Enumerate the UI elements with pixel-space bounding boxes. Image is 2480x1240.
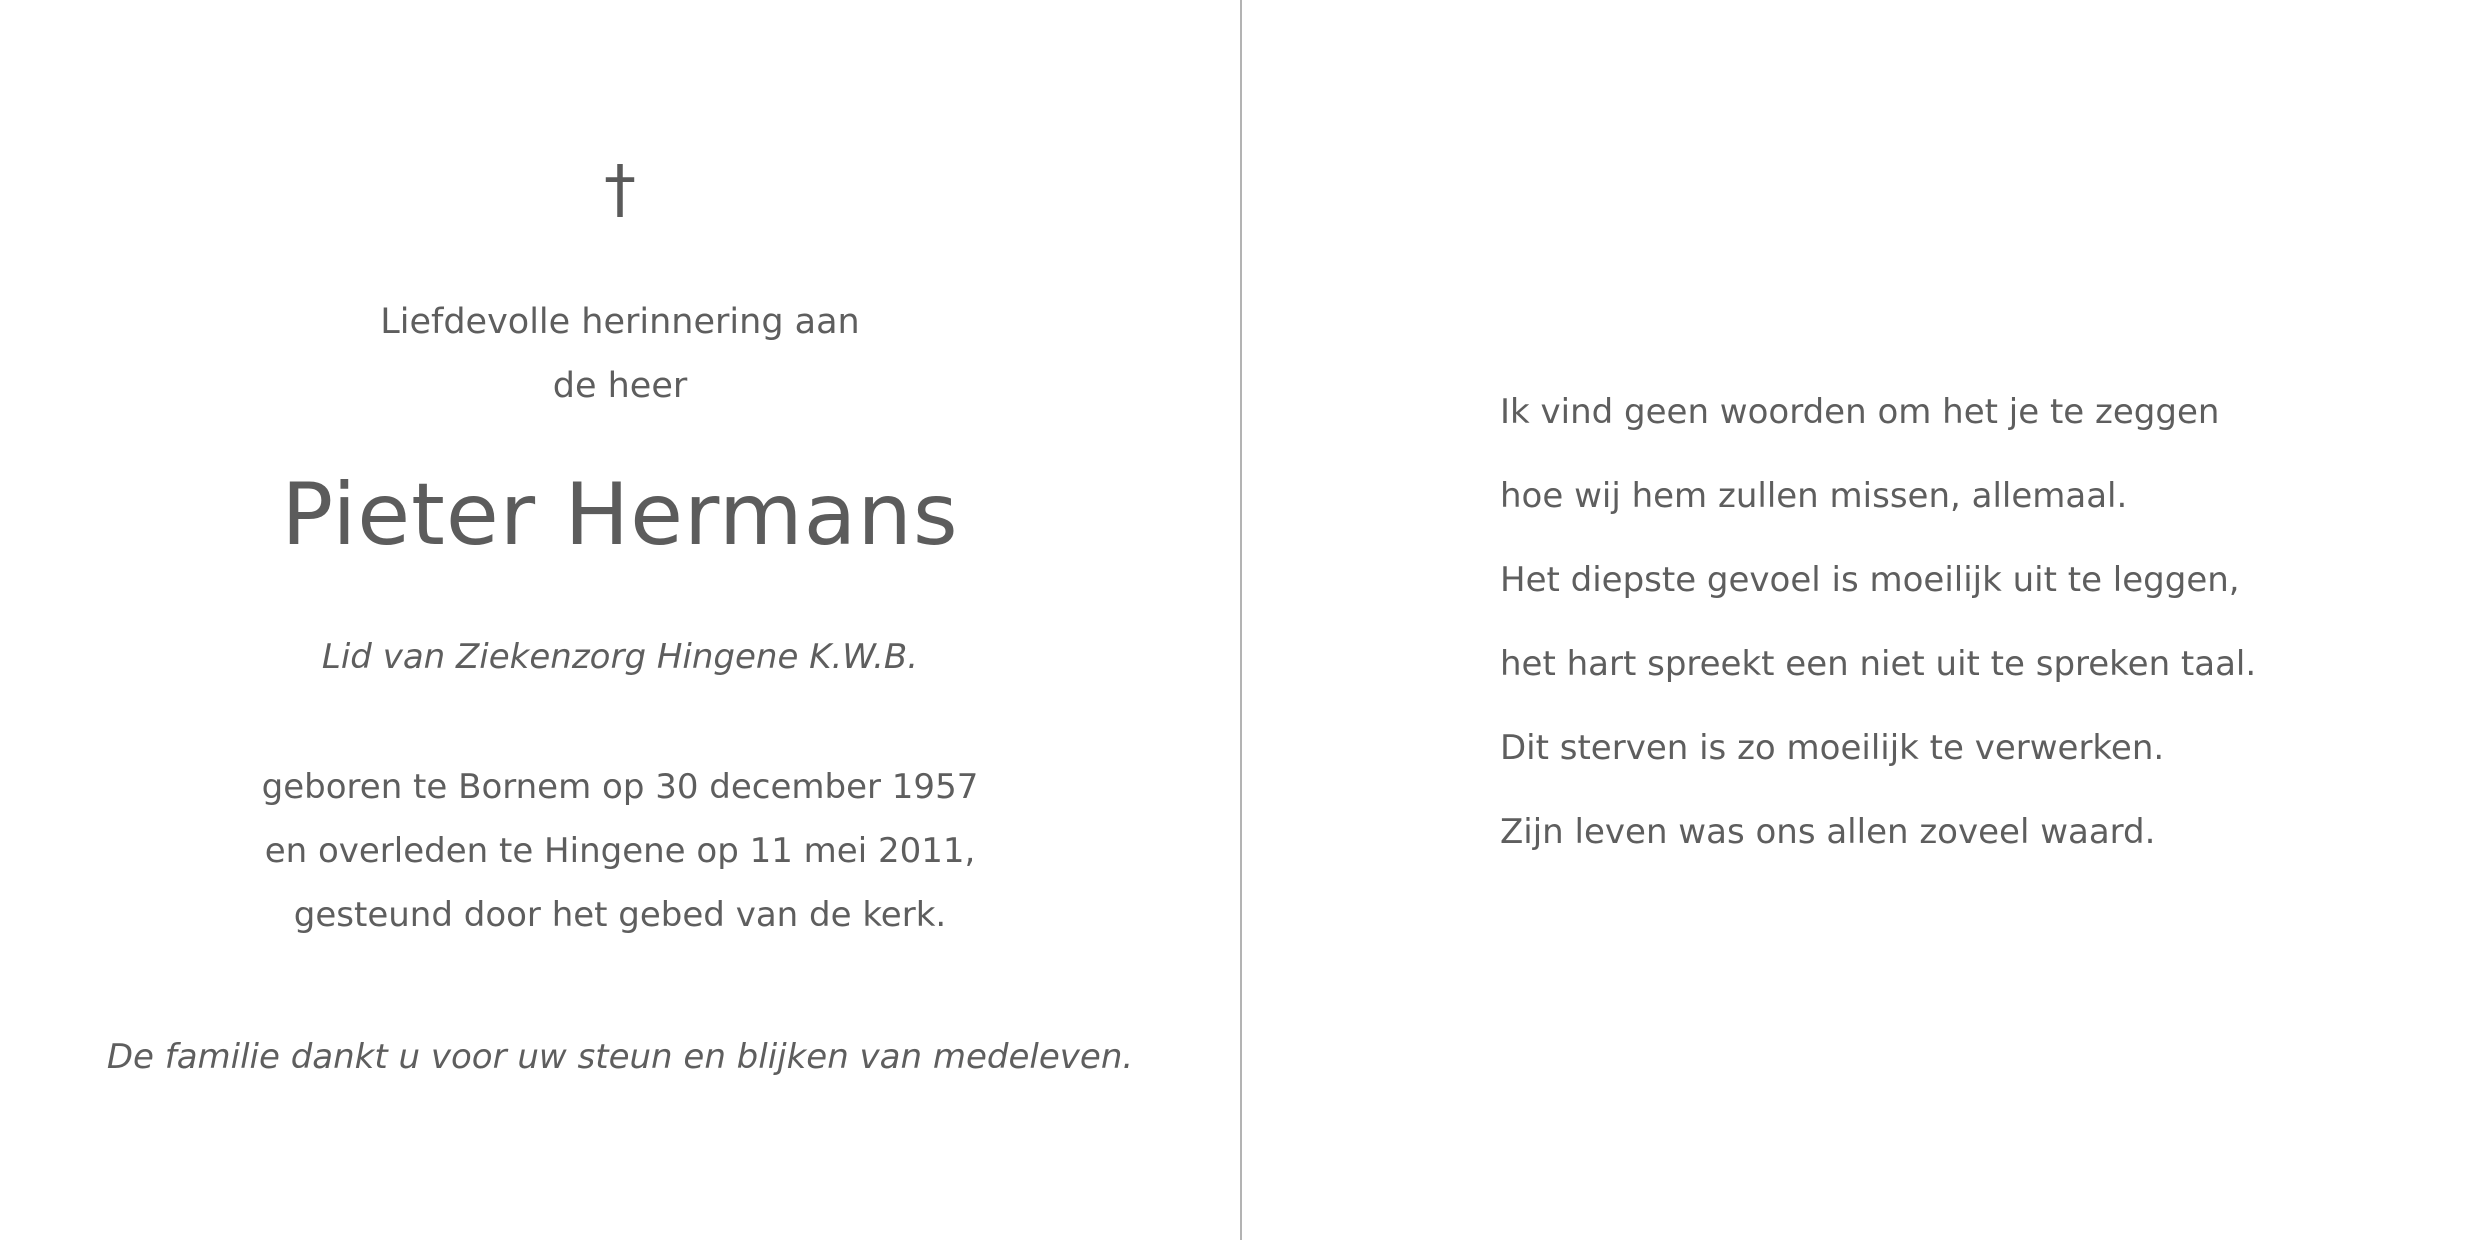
poem-line: hoe wij hem zullen missen, allemaal.	[1500, 476, 2128, 516]
deceased-name: Pieter Hermans	[281, 465, 959, 565]
card-right-panel	[1242, 0, 2480, 1240]
poem-line: Dit sterven is zo moeilijk te verwerken.	[1500, 728, 2165, 768]
family-thanks-text: De familie dankt u voor uw steun en blijken van medeleven.	[106, 1037, 1134, 1077]
life-dates-text	[0, 755, 1240, 947]
intro-line: de heer	[552, 366, 688, 406]
intro-line: Liefdevolle herinnering aan	[380, 302, 860, 342]
life-line: geboren te Bornem op 30 december 1957	[261, 767, 979, 807]
poem	[1500, 382, 2256, 886]
cross-icon: †	[604, 153, 636, 227]
poem-line: het hart spreekt een niet uit te spreken taal.	[1500, 644, 2257, 684]
intro-text	[0, 290, 1240, 418]
poem-line: Ik vind geen woorden om het je te zeggen	[1500, 392, 2220, 432]
poem-line: Het diepste gevoel is moeilijk uit te leggen,	[1500, 560, 2240, 600]
membership-text: Lid van Ziekenzorg Hingene K.W.B.	[321, 637, 919, 677]
life-line: en overleden te Hingene op 11 mei 2011,	[264, 831, 976, 871]
life-line: gesteund door het gebed van de kerk.	[293, 895, 947, 935]
poem-line: Zijn leven was ons allen zoveel waard.	[1500, 812, 2156, 852]
